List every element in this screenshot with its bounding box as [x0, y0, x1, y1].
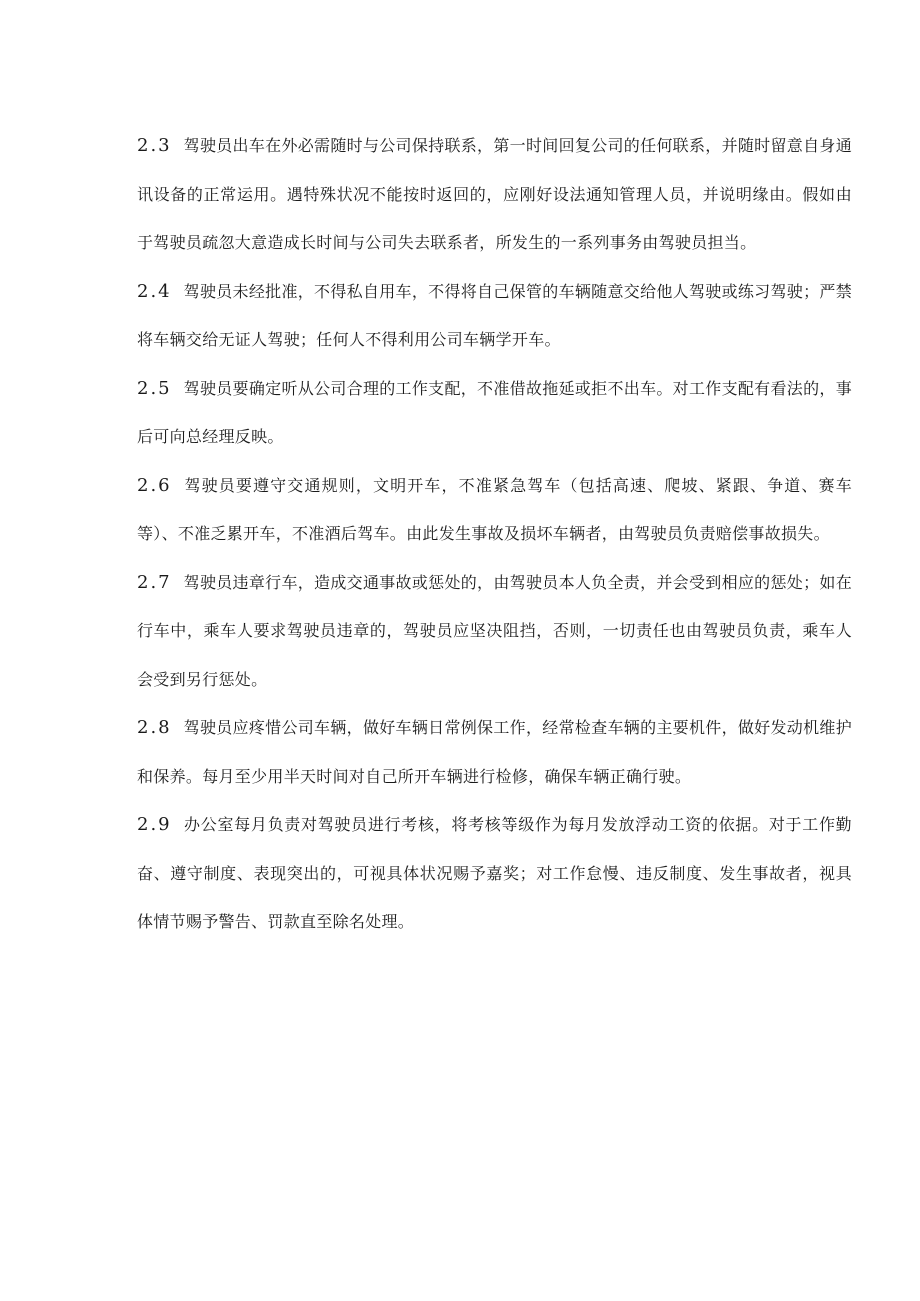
clause-text: 驾驶员未经批准，不得私自用车，不得将自己保管的车辆随意交给他人驾驶或练习驾驶；严禁将车辆交给无证人驾驶；任何人不得利用公司车辆学开车。: [137, 281, 852, 349]
clause-text: 驾驶员要确定听从公司合理的工作支配，不准借故拖延或拒不出车。对工作支配有看法的，事后可向总经理反映。: [137, 378, 852, 446]
clause-number: 2.7: [137, 571, 172, 593]
clause-2-3: [137, 122, 852, 268]
clause-2-9: [137, 801, 852, 947]
clause-text: 驾驶员要遵守交通规则，文明开车，不准紧急驾车（包括高速、爬坡、紧跟、争道、赛车等）、不准乏累开车，不准酒后驾车。由此发生事故及损坏车辆者，由驾驶员负责赔偿事故损失。: [137, 475, 852, 543]
document-body: [137, 122, 852, 947]
clause-text: 办公室每月负责对驾驶员进行考核，将考核等级作为每月发放浮动工资的依据。对于工作勤奋、遵守制度、表现突出的，可视具体状况赐予嘉奖；对工作怠慢、违反制度、发生事故者，视具体情节赐予警告、罚款直至除名处理。: [137, 815, 852, 931]
clause-2-8: [137, 704, 852, 801]
clause-text: 驾驶员应疼惜公司车辆，做好车辆日常例保工作，经常检查车辆的主要机件，做好发动机维护和保养。每月至少用半天时间对自己所开车辆进行检修，确保车辆正确行驶。: [137, 718, 852, 786]
clause-number: 2.8: [137, 717, 172, 738]
clause-2-4: [137, 268, 852, 365]
clause-number: 2.3: [137, 135, 172, 156]
clause-number: 2.4: [137, 280, 172, 302]
clause-2-6: [137, 462, 852, 559]
clause-2-7: [137, 559, 852, 705]
clause-2-5: [137, 365, 852, 462]
clause-text: 驾驶员出车在外必需随时与公司保持联系，第一时间回复公司的任何联系，并随时留意自身通讯设备的正常运用。遇特殊状况不能按时返回的，应刚好设法通知管理人员，并说明缘由。假如由于驾驶员疏忽大意造成长时间与公司失去联系者，所发生的一系列事务由驾驶员担当。: [137, 136, 852, 252]
clause-number: 2.9: [137, 814, 172, 835]
clause-number: 2.6: [137, 474, 172, 496]
clause-number: 2.5: [137, 377, 172, 399]
clause-text: 驾驶员违章行车，造成交通事故或惩处的，由驾驶员本人负全责，并会受到相应的惩处；如在行车中，乘车人要求驾驶员违章的，驾驶员应坚决阻挡，否则，一切责任也由驾驶员负责，乘车人会受到另行惩处。: [137, 572, 852, 689]
